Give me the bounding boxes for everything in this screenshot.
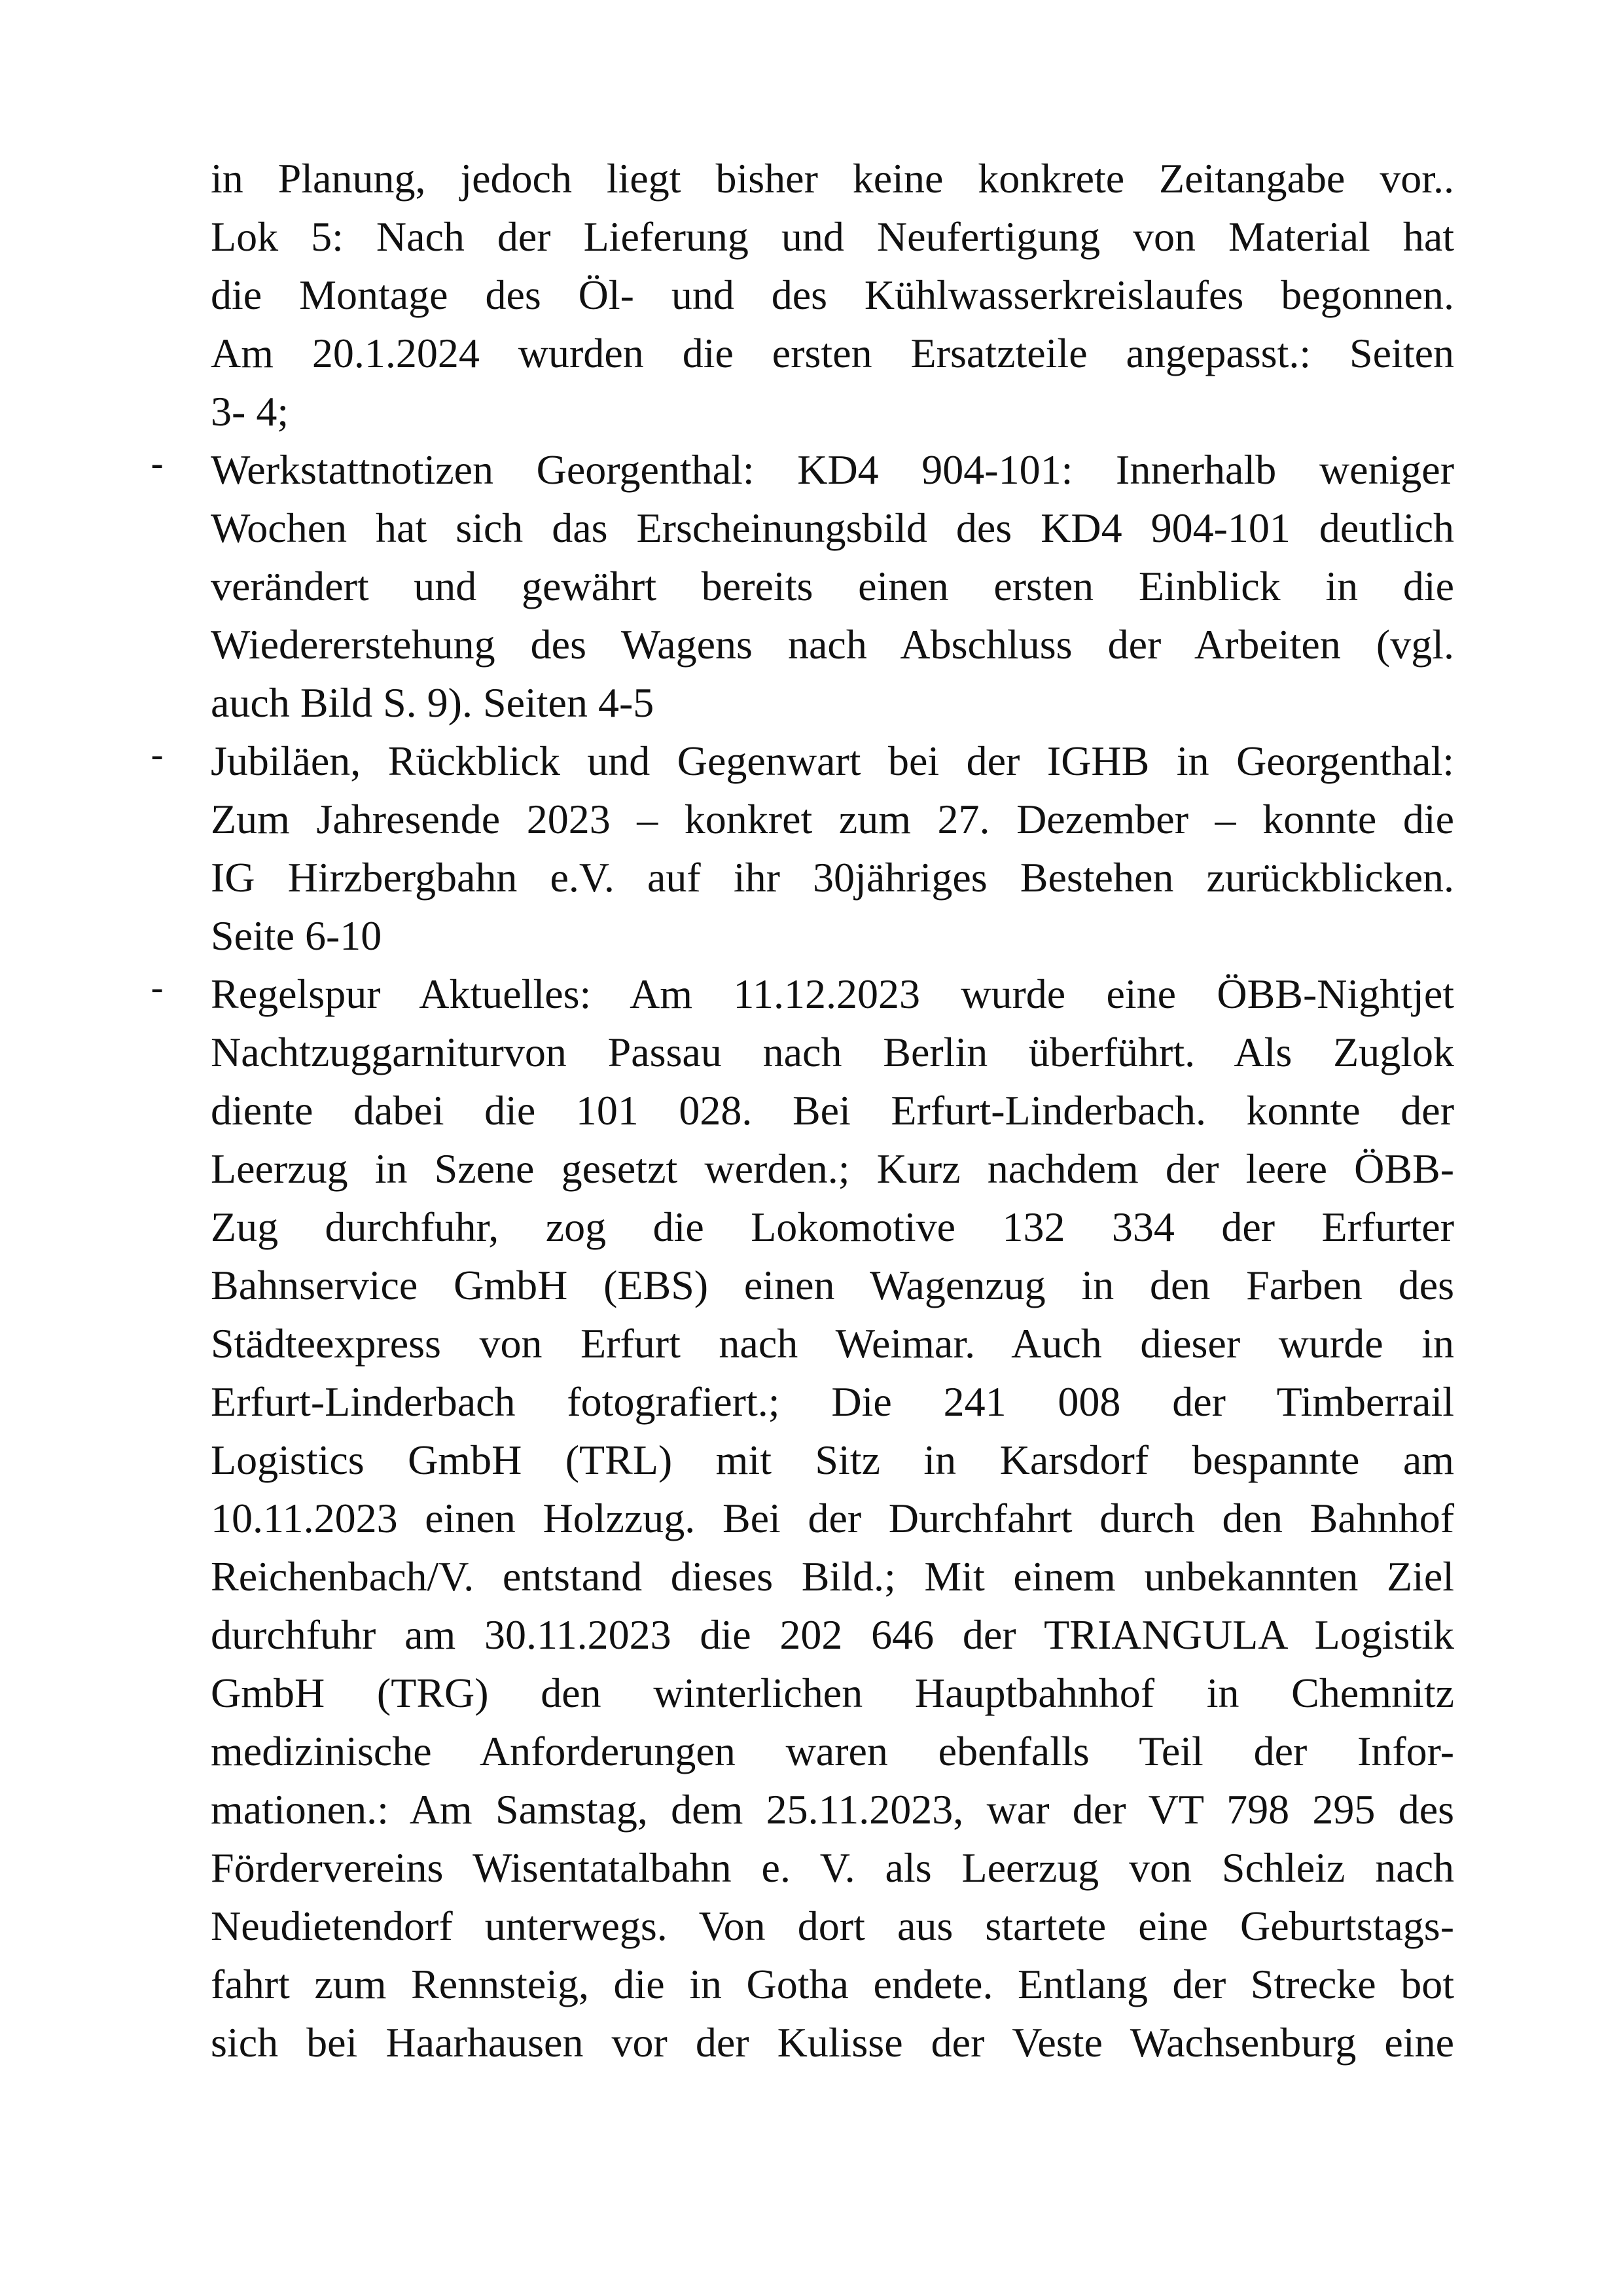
text-line: Seite 6-10 (211, 912, 382, 959)
text-line: diente dabei die 101 028. Bei Erfurt-Linderbach. konnte der (211, 1087, 1454, 1134)
text-line: Am 20.1.2024 wurden die ersten Ersatzteile angepasst.: Seiten (211, 330, 1454, 376)
text-line: Werkstattnotizen Georgenthal: KD4 904-101: Innerhalb weniger (211, 446, 1454, 493)
text-line: Zum Jahresende 2023 – konkret zum 27. Dezember – konnte die (211, 796, 1454, 842)
dash-bullet: - (151, 443, 164, 486)
text-line: Städteexpress von Erfurt nach Weimar. Auch dieser wurde in (211, 1320, 1454, 1367)
text-line: Zug durchfuhr, zog die Lokomotive 132 334 der Erfurter (211, 1204, 1454, 1250)
text-line: fahrt zum Rennsteig, die in Gotha endete. Entlang der Strecke bot (211, 1961, 1454, 2007)
text-line: Fördervereins Wisentatalbahn e. V. als Leerzug von Schleiz nach (211, 1844, 1454, 1891)
list-item-jubilaeen (151, 732, 1454, 965)
text-line: 10.11.2023 einen Holzzug. Bei der Durchfahrt durch den Bahnhof (211, 1495, 1454, 1541)
intro-paragraph (211, 149, 1454, 440)
text-line: verändert und gewährt bereits einen ersten Einblick in die (211, 563, 1454, 609)
text-line: sich bei Haarhausen vor der Kulisse der Veste Wachsenburg eine (211, 2019, 1454, 2066)
text-line: Nachtzuggarniturvon Passau nach Berlin überführt. Als Zuglok (211, 1029, 1454, 1075)
text-line: die Montage des Öl- und des Kühlwasserkreislaufes begonnen. (211, 272, 1454, 318)
list-item-regelspur-aktuelles (151, 965, 1454, 2072)
text-line: Logistics GmbH (TRL) mit Sitz in Karsdorf bespannte am (211, 1437, 1454, 1483)
text-line: Regelspur Aktuelles: Am 11.12.2023 wurde eine ÖBB-Nightjet (211, 971, 1454, 1017)
text-line: mationen.: Am Samstag, dem 25.11.2023, war der VT 798 295 des (211, 1786, 1454, 1833)
text-line: Erfurt-Linderbach fotografiert.; Die 241 008 der Timberrail (211, 1378, 1454, 1425)
text-line: Lok 5: Nach der Lieferung und Neufertigung von Material hat (211, 213, 1454, 260)
dash-bullet: - (151, 967, 164, 1010)
text-line: durchfuhr am 30.11.2023 die 202 646 der TRIANGULA Logistik (211, 1611, 1454, 1658)
text-line: GmbH (TRG) den winterlichen Hauptbahnhof in Chemnitz (211, 1670, 1454, 1716)
text-line: Leerzug in Szene gesetzt werden.; Kurz nachdem der leere ÖBB- (211, 1145, 1454, 1192)
text-column (151, 149, 1454, 2072)
text-line: in Planung, jedoch liegt bisher keine konkrete Zeitangabe vor.. (211, 155, 1454, 202)
text-line: 3- 4; (211, 388, 289, 435)
text-line: medizinische Anforderungen waren ebenfalls Teil der Infor- (211, 1728, 1454, 1774)
text-line: auch Bild S. 9). Seiten 4-5 (211, 679, 654, 726)
text-line: Wiedererstehung des Wagens nach Abschluss der Arbeiten (vgl. (211, 621, 1454, 668)
text-line: Jubiläen, Rückblick und Gegenwart bei der IGHB in Georgenthal: (211, 738, 1454, 784)
list-item-werkstattnotizen (151, 440, 1454, 732)
text-line: Wochen hat sich das Erscheinungsbild des KD4 904-101 deutlich (211, 505, 1454, 551)
text-line: Bahnservice GmbH (EBS) einen Wagenzug in den Farben des (211, 1262, 1454, 1308)
dash-bullet: - (151, 734, 164, 777)
text-line: Reichenbach/V. entstand dieses Bild.; Mit einem unbekannten Ziel (211, 1553, 1454, 1600)
text-line: Neudietendorf unterwegs. Von dort aus startete eine Geburtstags- (211, 1903, 1454, 1949)
text-line: IG Hirzbergbahn e.V. auf ihr 30jähriges Bestehen zurückblicken. (211, 854, 1454, 901)
